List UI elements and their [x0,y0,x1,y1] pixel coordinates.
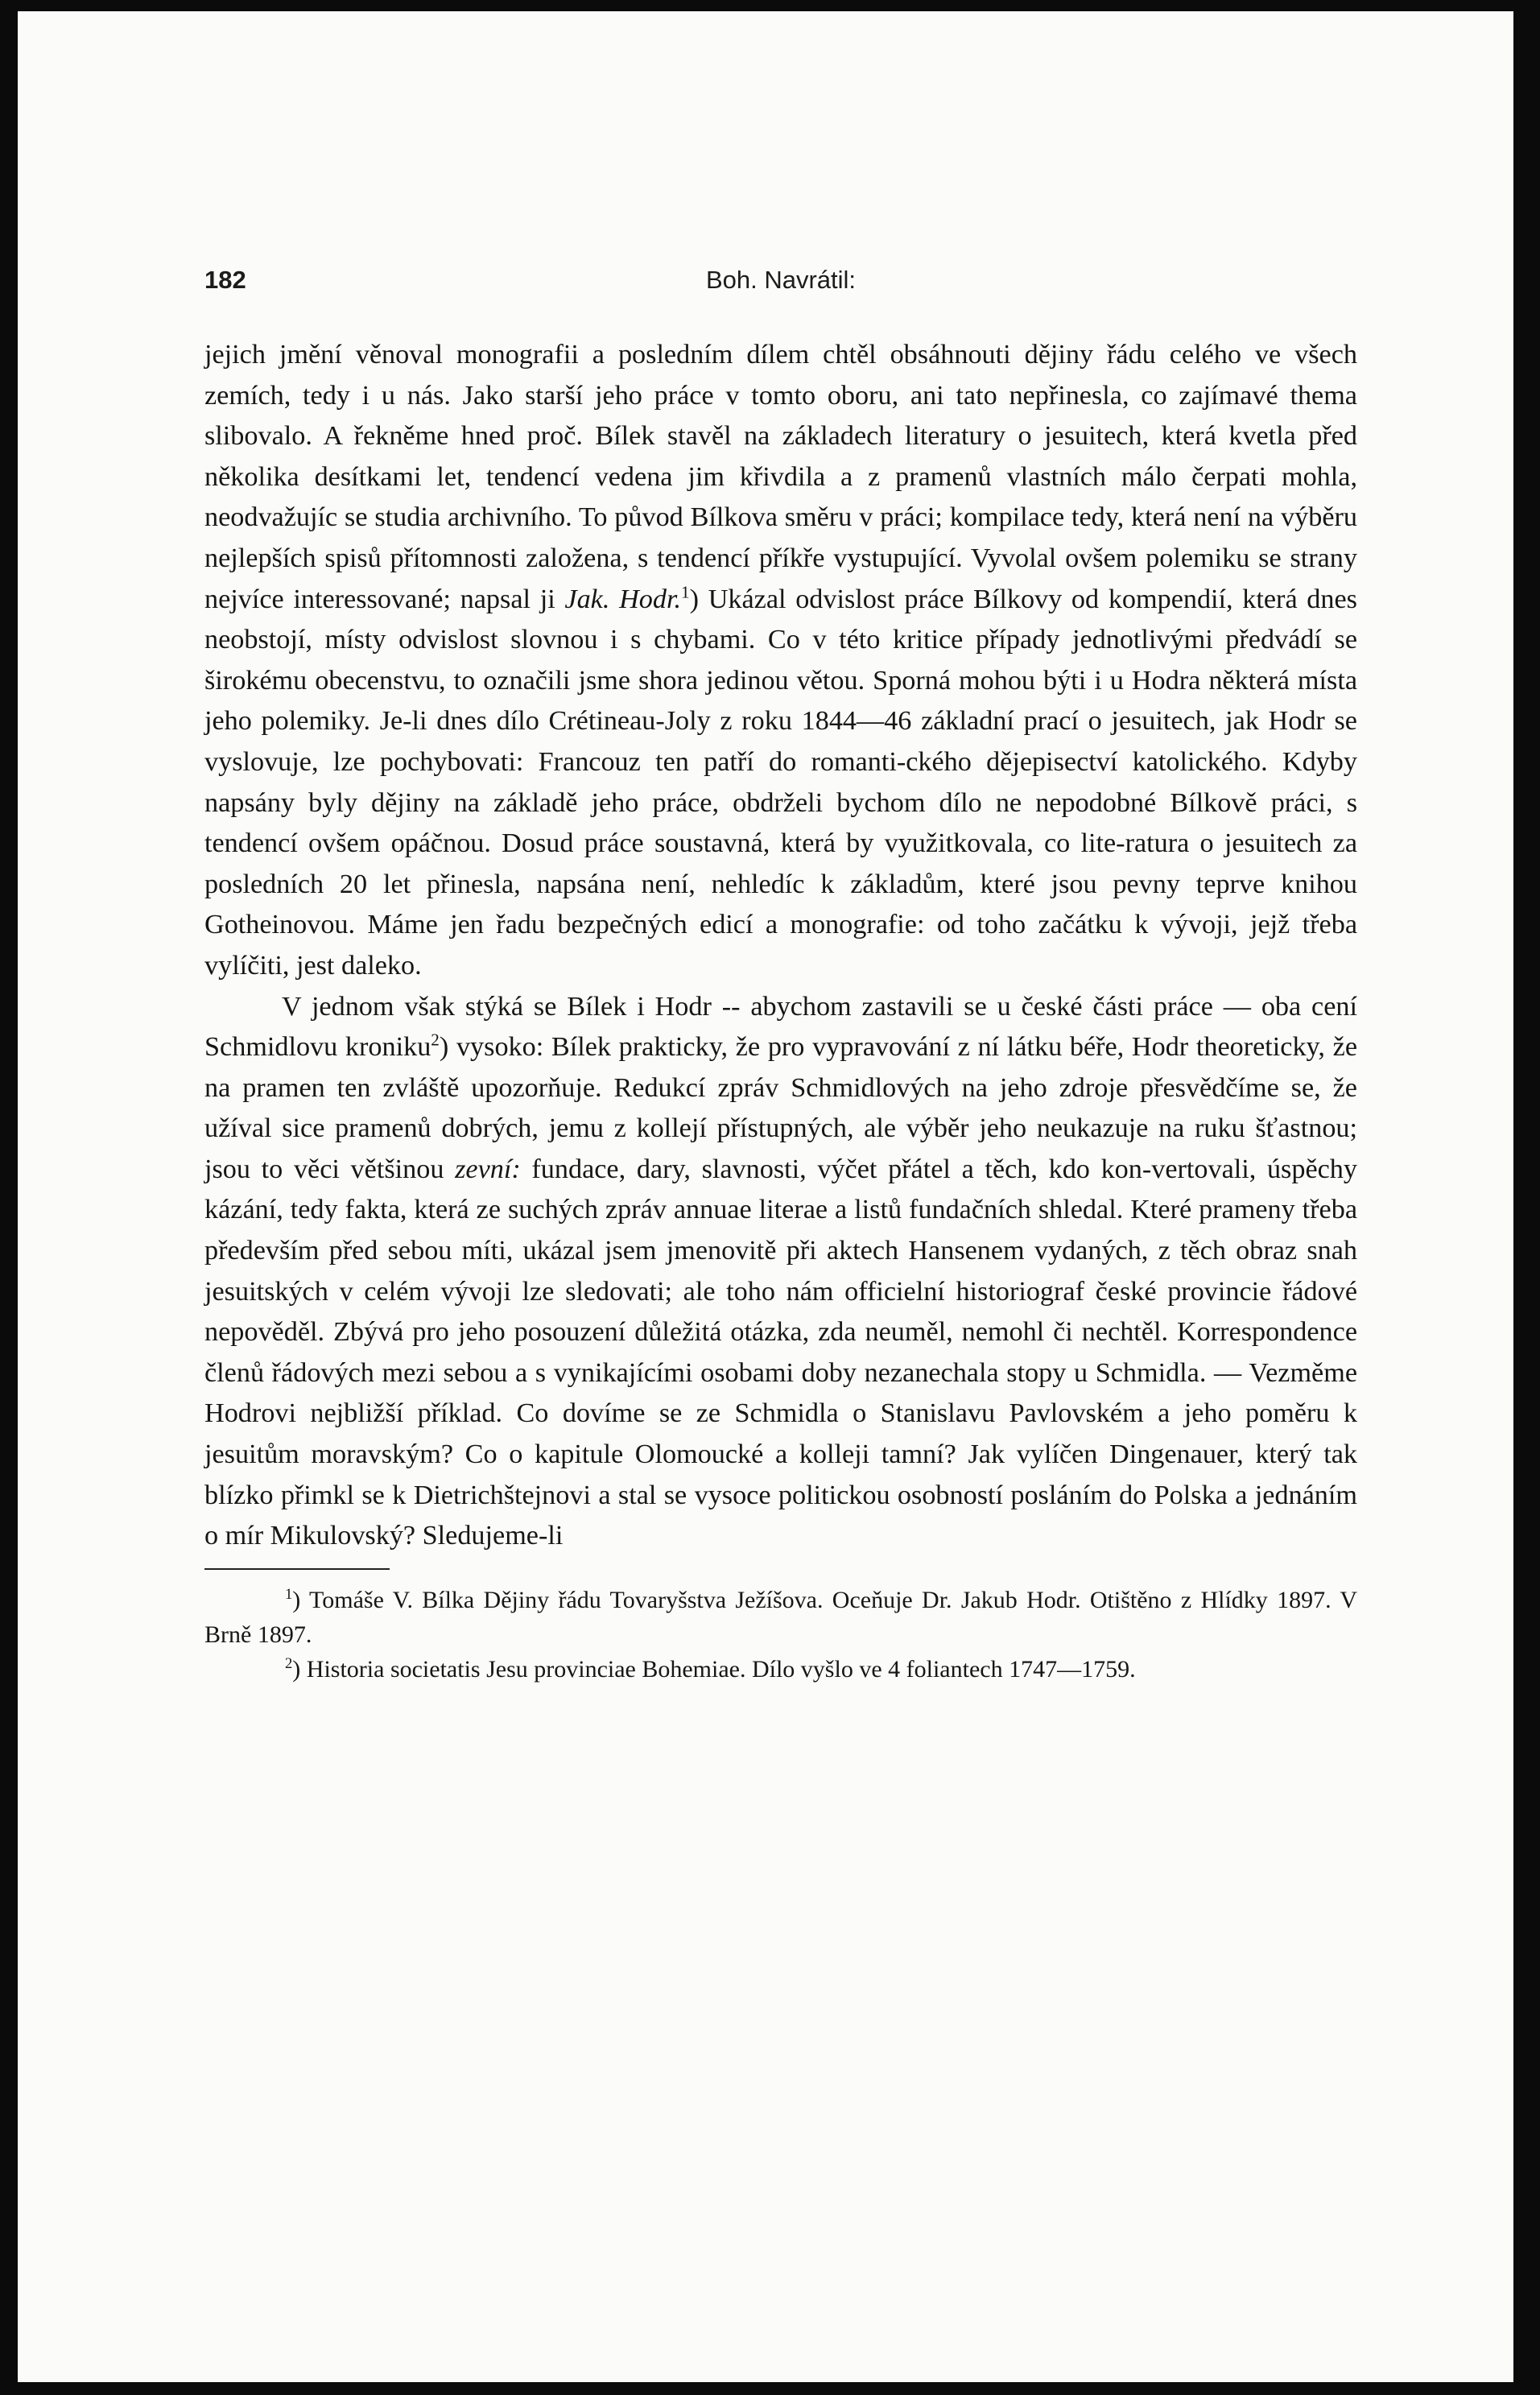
running-title: Boh. Navrátil: [705,266,857,294]
footnote-2-mark: 2 [285,1654,293,1672]
paragraph-2-text-a: V jednom však stýká se Bílek i Hodr -- abychom zastavili se u české části práce — oba cení Schmidlovu kroniku [204,991,1357,1063]
paragraph-2-text-c: fundace, dary, slavnosti, výčet přátel a těch, kdo kon-vertovali, úspěchy kázání, tedy fakta, která ze suchých zpráv annuae literae a listů fundačních shledal. Které prameny třeba především před sebou míti, ukázal jsem jmenovitě při aktech Hansenem vydaných, z těch obraz snah jesuitských v celém vývoji lze sledovati; ale toho nám officielní historiograf české provincie řádové nepověděl. Zbývá pro jeho posouzení důležitá otázka, zda neuměl, nemohl či nechtěl. Korrespondence členů řádových mezi sebou a s vynikajícími osobami doby nezanechala stopy u Schmidla. — Vezměme Hodrovi nejbližší příklad. Co dovíme se ze Schmidla o Stanislavu Pavlovském a jeho poměru k jesuitům moravským? Co o kapitule Olomoucké a kolleji tamní? Jak vylíčen Dingenauer, který tak blízko přimkl se k Dietrichštejnovi a stal se vysoce politickou osobností posláním do Polska a jednáním o mír Mikulovský? Sledujeme-li [204,1154,1357,1551]
footnote-1-text: ) Tomáše V. Bílka Dějiny řádu Tovaryšstva Ježíšova. Oceňuje Dr. Jakub Hodr. Otištěno z Hlídky 1897. V Brně 1897. [204,1586,1357,1648]
footnotes [204,1583,1357,1687]
book-page [18,11,1513,2382]
footnote-1-mark: 1 [285,1585,293,1603]
emphasis-word: zevní: [455,1154,521,1184]
paragraph-2 [204,987,1357,1557]
footnote-ref-1: 1 [681,582,690,602]
footnote-ref-2: 2 [431,1030,440,1050]
page-content [204,245,1357,1687]
footnote-1 [204,1583,1357,1652]
paragraph-1 [204,335,1357,987]
footnote-2-text: ) Historia societatis Jesu provinciae Bohemiae. Dílo vyšlo ve 4 foliantech 1747—1759. [292,1655,1136,1683]
footnote-2 [204,1652,1357,1687]
footnote-rule [204,1568,390,1570]
paragraph-1-text-a: jejich jmění věnoval monografii a posledním dílem chtěl obsáhnouti dějiny řádu celého ve všech zemích, tedy i u nás. Jako starší jeho práce v tomto oboru, ani tato nepřinesla, co zajímavé thema slibovalo. A řekněme hned proč. Bílek stavěl na základech literatury o jesuitech, která kvetla před několika desítkami let, tendencí vedena jim křivdila a z pramenů vlastních málo čerpati mohla, neodvažujíc se studia archivního. To původ Bílkova směru v práci; kompilace tedy, která není na výběru nejlepších spisů přítomnosti založena, s tendencí příkře vystupující. Vyvolal ovšem polemiku se strany nejvíce interessované; napsal ji [204,340,1357,614]
paragraph-1-text-b: ) Ukázal odvislost práce Bílkovy od kompendií, která dnes neobstojí, místy odvislost slovnou i s chybami. Co v této kritice případy jednotlivými předvádí se širokému obecenstvu, to označili jsme shora jedinou větou. Sporná mohou býti i u Hodra některá místa jeho polemiky. Je-li dnes dílo Crétineau-Joly z roku 1844—46 základní prací o jesuitech, jak Hodr se vyslovuje, lze pochybovati: Francouz ten patří do romanti-ckého dějepisectví katolického. Kdyby napsány byly dějiny na základě jeho práce, obdrželi bychom dílo ne nepodobné Bílkově práci, s tendencí ovšem opáčnou. Dosud práce soustavná, která by využitkovala, co lite-ratura o jesuitech za posledních 20 let přinesla, napsána není, nehledíc k základům, které jsou pevny teprve knihou Gotheinovou. Máme jen řadu bezpečných edicí a monografie: od toho začátku k vývoji, jejž třeba vylíčiti, jest daleko. [204,584,1357,981]
author-name: Jak. Hodr. [564,584,682,614]
body-text [204,335,1357,1557]
page-number: 182 [204,266,246,294]
paragraph-2-text-b: ) vysoko: Bílek prakticky, že pro vypravování z ní látku béře, Hodr theoreticky, že na pramen ten zvláště upozorňuje. Redukcí zpráv Schmidlových na jeho zdroje přesvědčíme se, že užíval sice pramenů dobrých, jemu z kollejí přístupných, ale výběr jeho neukazuje na ruku šťastnou; jsou to věci většinou [204,1032,1357,1184]
running-head [204,245,1357,293]
